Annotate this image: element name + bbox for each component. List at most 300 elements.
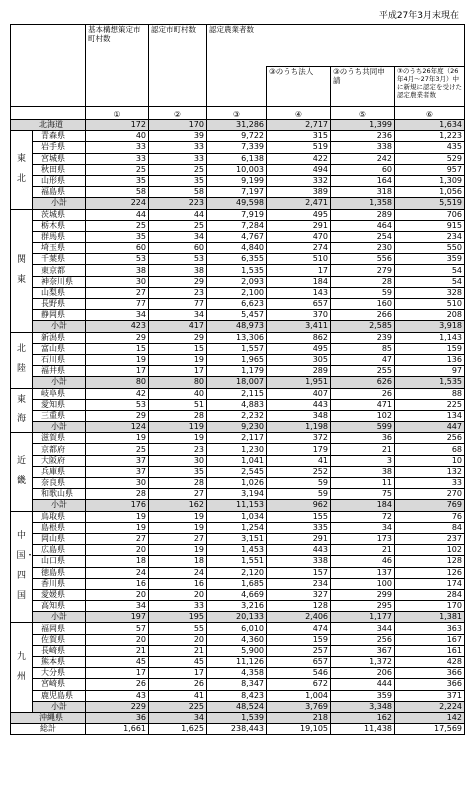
- column-number: ①: [86, 107, 149, 120]
- value-cell: 464: [331, 220, 395, 231]
- value-cell: 291: [267, 533, 331, 544]
- value-cell: 1,381: [395, 612, 465, 623]
- column-numbers-row: [11, 107, 465, 120]
- prefecture-name: 愛媛県: [33, 589, 86, 600]
- value-cell: 11,438: [331, 724, 395, 735]
- value-cell: 132: [395, 466, 465, 477]
- value-cell: 33: [149, 601, 207, 612]
- value-cell: 279: [331, 265, 395, 276]
- value-cell: 27: [86, 287, 149, 298]
- prefecture-name: 佐賀県: [33, 634, 86, 645]
- table-row: [11, 131, 465, 142]
- value-cell: 102: [395, 545, 465, 556]
- value-cell: 2,545: [207, 466, 267, 477]
- value-cell: 33: [86, 153, 149, 164]
- subtotal-label: 小計: [33, 321, 86, 332]
- value-cell: 266: [331, 310, 395, 321]
- value-cell: 20: [149, 589, 207, 600]
- subtotal-label: 小計: [33, 612, 86, 623]
- value-cell: 234: [395, 231, 465, 242]
- value-cell: 60: [331, 164, 395, 175]
- prefecture-name: 福島県: [33, 187, 86, 198]
- table-row: [11, 410, 465, 421]
- prefecture-name: 岡山県: [33, 533, 86, 544]
- value-cell: 25: [86, 164, 149, 175]
- prefecture-name: 岩手県: [33, 142, 86, 153]
- prefecture-name: 鹿児島県: [33, 690, 86, 701]
- value-cell: 239: [331, 332, 395, 343]
- table-row: [11, 153, 465, 164]
- subtotal-label: 小計: [33, 198, 86, 209]
- value-cell: 33: [86, 142, 149, 153]
- value-cell: 26: [86, 679, 149, 690]
- value-cell: 242: [331, 153, 395, 164]
- value-cell: 9,230: [207, 422, 267, 433]
- value-cell: 30: [86, 276, 149, 287]
- table-row: [11, 657, 465, 668]
- value-cell: 1,358: [331, 198, 395, 209]
- table-row: [11, 444, 465, 455]
- table-row: [11, 354, 465, 365]
- value-cell: 550: [395, 243, 465, 254]
- value-cell: 13,306: [207, 332, 267, 343]
- value-cell: 769: [395, 500, 465, 511]
- value-cell: 1,535: [395, 377, 465, 388]
- value-cell: 338: [331, 142, 395, 153]
- table-row: [11, 164, 465, 175]
- value-cell: 6,355: [207, 254, 267, 265]
- value-cell: 54: [395, 276, 465, 287]
- value-cell: 28: [149, 410, 207, 421]
- value-cell: 29: [149, 276, 207, 287]
- header-corporations: ③のうち法人: [267, 67, 331, 107]
- value-cell: 1,254: [207, 522, 267, 533]
- value-cell: 11,126: [207, 657, 267, 668]
- table-row: [11, 310, 465, 321]
- value-cell: 30: [149, 455, 207, 466]
- value-cell: 29: [86, 410, 149, 421]
- value-cell: 3,411: [267, 321, 331, 332]
- table-row: [11, 120, 465, 131]
- table-row: [11, 478, 465, 489]
- value-cell: 60: [86, 243, 149, 254]
- value-cell: 20: [86, 589, 149, 600]
- table-row: [11, 601, 465, 612]
- value-cell: 546: [267, 668, 331, 679]
- value-cell: 19: [149, 545, 207, 556]
- value-cell: 1,951: [267, 377, 331, 388]
- value-cell: 143: [267, 287, 331, 298]
- table-row: [11, 567, 465, 578]
- prefecture-name: 沖縄県: [11, 712, 86, 723]
- table-row: [11, 231, 465, 242]
- region-label: 北陸: [11, 332, 33, 388]
- value-cell: 195: [149, 612, 207, 623]
- value-cell: 471: [331, 399, 395, 410]
- value-cell: 367: [331, 645, 395, 656]
- prefecture-name: 山梨県: [33, 287, 86, 298]
- value-cell: 37: [86, 466, 149, 477]
- value-cell: 27: [149, 533, 207, 544]
- value-cell: 26: [331, 388, 395, 399]
- value-cell: 49,598: [207, 198, 267, 209]
- value-cell: 179: [267, 444, 331, 455]
- value-cell: 338: [267, 556, 331, 567]
- column-number: ③: [207, 107, 267, 120]
- column-number: ④: [267, 107, 331, 120]
- prefecture-name: 東京都: [33, 265, 86, 276]
- subtotal-row: [11, 701, 465, 712]
- value-cell: 223: [149, 198, 207, 209]
- region-label: 中国・四国: [11, 511, 33, 623]
- value-cell: 20,133: [207, 612, 267, 623]
- table-row: [11, 388, 465, 399]
- value-cell: 234: [267, 578, 331, 589]
- value-cell: 5,519: [395, 198, 465, 209]
- value-cell: 447: [395, 422, 465, 433]
- value-cell: 161: [395, 645, 465, 656]
- value-cell: 2,232: [207, 410, 267, 421]
- value-cell: 224: [86, 198, 149, 209]
- value-cell: 40: [86, 131, 149, 142]
- value-cell: 16: [86, 578, 149, 589]
- value-cell: 17: [86, 668, 149, 679]
- value-cell: 1,634: [395, 120, 465, 131]
- value-cell: 45: [86, 657, 149, 668]
- value-cell: 289: [331, 209, 395, 220]
- value-cell: 327: [267, 589, 331, 600]
- value-cell: 157: [267, 567, 331, 578]
- table-row: [11, 578, 465, 589]
- prefecture-name: 新潟県: [33, 332, 86, 343]
- value-cell: 23: [149, 287, 207, 298]
- value-cell: 1,143: [395, 332, 465, 343]
- table-row: [11, 634, 465, 645]
- subtotal-label: 小計: [33, 500, 86, 511]
- value-cell: 38: [86, 265, 149, 276]
- value-cell: 34: [149, 231, 207, 242]
- table-row: [11, 668, 465, 679]
- value-cell: 2,100: [207, 287, 267, 298]
- value-cell: 1,223: [395, 131, 465, 142]
- table-row: [11, 690, 465, 701]
- prefecture-name: 熊本県: [33, 657, 86, 668]
- prefecture-name: 和歌山県: [33, 489, 86, 500]
- value-cell: 160: [331, 299, 395, 310]
- value-cell: 1,399: [331, 120, 395, 131]
- value-cell: 48,973: [207, 321, 267, 332]
- region-label: 近畿: [11, 433, 33, 511]
- value-cell: 176: [86, 500, 149, 511]
- value-cell: 173: [331, 533, 395, 544]
- value-cell: 3,151: [207, 533, 267, 544]
- value-cell: 289: [267, 366, 331, 377]
- value-cell: 34: [331, 522, 395, 533]
- value-cell: 172: [86, 120, 149, 131]
- value-cell: 7,919: [207, 209, 267, 220]
- value-cell: 529: [395, 153, 465, 164]
- value-cell: 435: [395, 142, 465, 153]
- value-cell: 77: [86, 299, 149, 310]
- value-cell: 1,230: [207, 444, 267, 455]
- value-cell: 164: [331, 175, 395, 186]
- value-cell: 162: [331, 712, 395, 723]
- value-cell: 41: [149, 690, 207, 701]
- value-cell: 371: [395, 690, 465, 701]
- subtotal-row: [11, 500, 465, 511]
- value-cell: 4,840: [207, 243, 267, 254]
- value-cell: 17: [149, 366, 207, 377]
- value-cell: 519: [267, 142, 331, 153]
- value-cell: 19: [149, 354, 207, 365]
- value-cell: 48,524: [207, 701, 267, 712]
- value-cell: 510: [267, 254, 331, 265]
- value-cell: 60: [149, 243, 207, 254]
- prefecture-name: 大分県: [33, 668, 86, 679]
- prefecture-name: 兵庫県: [33, 466, 86, 477]
- value-cell: 9,722: [207, 131, 267, 142]
- value-cell: 4,360: [207, 634, 267, 645]
- prefecture-name: 静岡県: [33, 310, 86, 321]
- column-number: ⑤: [331, 107, 395, 120]
- value-cell: 47: [331, 354, 395, 365]
- value-cell: 28: [331, 276, 395, 287]
- prefecture-name: 富山県: [33, 343, 86, 354]
- value-cell: 252: [267, 466, 331, 477]
- value-cell: 38: [149, 265, 207, 276]
- value-cell: 2,117: [207, 433, 267, 444]
- value-cell: 30: [86, 478, 149, 489]
- total-row: [11, 724, 465, 735]
- value-cell: 34: [86, 601, 149, 612]
- value-cell: 21: [331, 545, 395, 556]
- value-cell: 4,358: [207, 668, 267, 679]
- value-cell: 230: [331, 243, 395, 254]
- value-cell: 359: [395, 254, 465, 265]
- value-cell: 19: [86, 522, 149, 533]
- value-cell: 58: [149, 187, 207, 198]
- value-cell: 225: [395, 399, 465, 410]
- header-basic-plan: 基本構想策定市町村数: [86, 25, 149, 107]
- table-row: [11, 433, 465, 444]
- value-cell: 1,041: [207, 455, 267, 466]
- value-cell: 372: [267, 433, 331, 444]
- value-cell: 80: [149, 377, 207, 388]
- prefecture-name: 山口県: [33, 556, 86, 567]
- value-cell: 274: [267, 243, 331, 254]
- prefecture-name: 大阪府: [33, 455, 86, 466]
- value-cell: 428: [395, 657, 465, 668]
- prefecture-name: 岐阜県: [33, 388, 86, 399]
- value-cell: 1,056: [395, 187, 465, 198]
- table-row: [11, 489, 465, 500]
- value-cell: 672: [267, 679, 331, 690]
- value-cell: 19: [86, 354, 149, 365]
- prefecture-name: 神奈川県: [33, 276, 86, 287]
- subtotal-row: [11, 198, 465, 209]
- value-cell: 18,007: [207, 377, 267, 388]
- value-cell: 45: [149, 657, 207, 668]
- value-cell: 2,224: [395, 701, 465, 712]
- table-row: [11, 712, 465, 723]
- value-cell: 36: [331, 433, 395, 444]
- region-label: 東海: [11, 388, 33, 433]
- value-cell: 270: [395, 489, 465, 500]
- value-cell: 170: [149, 120, 207, 131]
- value-cell: 15: [149, 343, 207, 354]
- value-cell: 1,535: [207, 265, 267, 276]
- value-cell: 44: [86, 209, 149, 220]
- table-row: [11, 589, 465, 600]
- value-cell: 126: [395, 567, 465, 578]
- value-cell: 124: [86, 422, 149, 433]
- value-cell: 657: [267, 657, 331, 668]
- table-row: [11, 220, 465, 231]
- prefecture-name: 栃木県: [33, 220, 86, 231]
- value-cell: 35: [86, 231, 149, 242]
- value-cell: 17: [267, 265, 331, 276]
- value-cell: 8,347: [207, 679, 267, 690]
- value-cell: 2,717: [267, 120, 331, 131]
- table-row: [11, 343, 465, 354]
- value-cell: 170: [395, 601, 465, 612]
- value-cell: 25: [149, 220, 207, 231]
- prefecture-name: 宮崎県: [33, 679, 86, 690]
- value-cell: 20: [86, 545, 149, 556]
- prefecture-name: 長野県: [33, 299, 86, 310]
- value-cell: 27: [86, 533, 149, 544]
- value-cell: 34: [149, 310, 207, 321]
- value-cell: 84: [395, 522, 465, 533]
- value-cell: 34: [86, 310, 149, 321]
- value-cell: 328: [395, 287, 465, 298]
- value-cell: 657: [267, 299, 331, 310]
- value-cell: 167: [395, 634, 465, 645]
- value-cell: 11: [331, 478, 395, 489]
- value-cell: 19: [149, 511, 207, 522]
- value-cell: 43: [86, 690, 149, 701]
- table-row: [11, 545, 465, 556]
- value-cell: 4,669: [207, 589, 267, 600]
- value-cell: 1,198: [267, 422, 331, 433]
- value-cell: 21: [331, 444, 395, 455]
- value-cell: 443: [267, 399, 331, 410]
- value-cell: 474: [267, 623, 331, 634]
- value-cell: 363: [395, 623, 465, 634]
- value-cell: 335: [267, 522, 331, 533]
- subtotal-row: [11, 612, 465, 623]
- value-cell: 256: [331, 634, 395, 645]
- value-cell: 142: [395, 712, 465, 723]
- value-cell: 24: [86, 567, 149, 578]
- value-cell: 46: [331, 556, 395, 567]
- prefecture-name: 埼玉県: [33, 243, 86, 254]
- value-cell: 68: [395, 444, 465, 455]
- value-cell: 295: [331, 601, 395, 612]
- value-cell: 80: [86, 377, 149, 388]
- header-certified-municipalities: 認定市町村数: [149, 25, 207, 107]
- value-cell: 17: [86, 366, 149, 377]
- value-cell: 4,883: [207, 399, 267, 410]
- value-cell: 5,900: [207, 645, 267, 656]
- value-cell: 2,115: [207, 388, 267, 399]
- subtotal-row: [11, 321, 465, 332]
- table-row: [11, 623, 465, 634]
- value-cell: 1,177: [331, 612, 395, 623]
- value-cell: 291: [267, 220, 331, 231]
- value-cell: 962: [267, 500, 331, 511]
- value-cell: 159: [395, 343, 465, 354]
- value-cell: 18: [149, 556, 207, 567]
- value-cell: 33: [149, 142, 207, 153]
- prefecture-name: 京都府: [33, 444, 86, 455]
- table-row: [11, 209, 465, 220]
- value-cell: 444: [331, 679, 395, 690]
- table-row: [11, 187, 465, 198]
- value-cell: 370: [267, 310, 331, 321]
- prefecture-name: 滋賀県: [33, 433, 86, 444]
- value-cell: 137: [331, 567, 395, 578]
- value-cell: 174: [395, 578, 465, 589]
- value-cell: 184: [331, 500, 395, 511]
- value-cell: 6,623: [207, 299, 267, 310]
- value-cell: 344: [331, 623, 395, 634]
- value-cell: 20: [149, 634, 207, 645]
- value-cell: 159: [267, 634, 331, 645]
- subtotal-label: 小計: [33, 701, 86, 712]
- prefecture-name: 青森県: [33, 131, 86, 142]
- value-cell: 318: [331, 187, 395, 198]
- value-cell: 88: [395, 388, 465, 399]
- header-certified-farmers: 認定農業者数: [207, 25, 465, 67]
- value-cell: 389: [267, 187, 331, 198]
- value-cell: 162: [149, 500, 207, 511]
- value-cell: 366: [395, 668, 465, 679]
- value-cell: 36: [86, 712, 149, 723]
- value-cell: 422: [267, 153, 331, 164]
- value-cell: 23: [149, 444, 207, 455]
- value-cell: 24: [149, 567, 207, 578]
- header-blank: [11, 25, 86, 107]
- value-cell: 359: [331, 690, 395, 701]
- value-cell: 19: [149, 522, 207, 533]
- subtotal-label: 小計: [33, 377, 86, 388]
- value-cell: 208: [395, 310, 465, 321]
- value-cell: 53: [149, 254, 207, 265]
- value-cell: 3: [331, 455, 395, 466]
- table-row: [11, 522, 465, 533]
- value-cell: 2,471: [267, 198, 331, 209]
- value-cell: 21: [149, 645, 207, 656]
- value-cell: 28: [149, 478, 207, 489]
- value-cell: 7,197: [207, 187, 267, 198]
- prefecture-name: 愛知県: [33, 399, 86, 410]
- value-cell: 97: [395, 366, 465, 377]
- value-cell: 53: [86, 399, 149, 410]
- value-cell: 35: [86, 175, 149, 186]
- value-cell: 37: [86, 455, 149, 466]
- value-cell: 1,026: [207, 478, 267, 489]
- value-cell: 626: [331, 377, 395, 388]
- value-cell: 57: [86, 623, 149, 634]
- value-cell: 348: [267, 410, 331, 421]
- value-cell: 706: [395, 209, 465, 220]
- column-number: ②: [149, 107, 207, 120]
- total-label: 総計: [11, 724, 86, 735]
- value-cell: 10: [395, 455, 465, 466]
- column-number: ⑥: [395, 107, 465, 120]
- value-cell: 257: [267, 645, 331, 656]
